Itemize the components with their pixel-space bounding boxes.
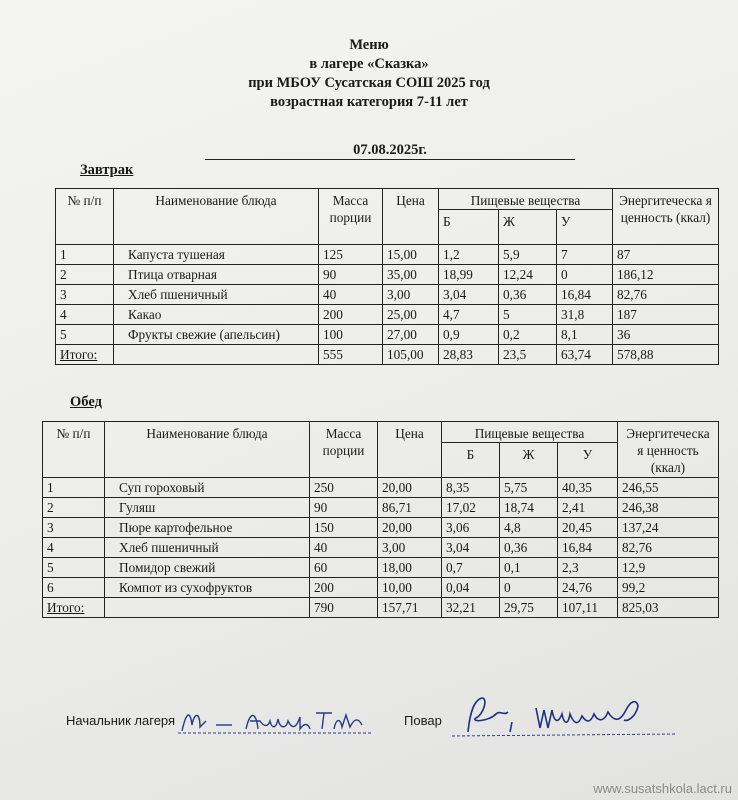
cell-u: 40,35 xyxy=(558,478,618,498)
cell-num: 2 xyxy=(43,498,105,518)
col-u-header: У xyxy=(557,210,613,245)
cell-price: 15,00 xyxy=(383,245,439,265)
col-zh-header: Ж xyxy=(499,210,557,245)
col-mass-header: Масса порции xyxy=(310,422,378,478)
col-energy-header: Энергитеческа я ценность (ккал) xyxy=(613,189,719,245)
table-row xyxy=(43,478,719,498)
cell-num: 3 xyxy=(43,518,105,538)
cell-energy: 87 xyxy=(613,245,719,265)
header-row xyxy=(43,422,719,443)
chief-signature-image xyxy=(176,703,376,737)
table-row xyxy=(56,265,719,285)
cell-num: 1 xyxy=(43,478,105,498)
cell-u: 8,1 xyxy=(557,325,613,345)
col-name-header: Наименование блюда xyxy=(105,422,310,478)
school-name: при МБОУ Сусатская СОШ 2025 год xyxy=(248,75,490,91)
cell-mass: 150 xyxy=(310,518,378,538)
lunch-title: Обед xyxy=(70,394,102,410)
table-row xyxy=(43,518,719,538)
col-b-header: Б xyxy=(442,443,500,478)
cell-energy: 187 xyxy=(613,305,719,325)
breakfast-table xyxy=(55,188,719,365)
cell-name: Фрукты свежие (апельсин) xyxy=(114,325,319,345)
cell-energy: 99,2 xyxy=(618,578,719,598)
cell-mass: 40 xyxy=(319,285,383,305)
cell-price: 35,00 xyxy=(383,265,439,285)
cell-num: 4 xyxy=(43,538,105,558)
cell-energy: 186,12 xyxy=(613,265,719,285)
cell-mass: 125 xyxy=(319,245,383,265)
cell-energy: 82,76 xyxy=(618,538,719,558)
camp-name: в лагере «Сказка» xyxy=(309,56,429,72)
cell-num: 5 xyxy=(56,325,114,345)
cell-mass: 200 xyxy=(319,305,383,325)
cell-mass: 100 xyxy=(319,325,383,345)
cell-b: 0,04 xyxy=(442,578,500,598)
col-b-header: Б xyxy=(439,210,499,245)
lunch-table xyxy=(42,421,719,618)
total-b: 32,21 xyxy=(442,598,500,618)
cell-name: Хлеб пшеничный xyxy=(114,285,319,305)
col-price-header: Цена xyxy=(378,422,442,478)
cell-zh: 0 xyxy=(500,578,558,598)
cook-signature xyxy=(448,692,683,747)
table-row xyxy=(56,305,719,325)
total-zh: 29,75 xyxy=(500,598,558,618)
age-category: возрастная категория 7-11 лет xyxy=(270,94,468,110)
cell-b: 3,06 xyxy=(442,518,500,538)
cell-b: 0,7 xyxy=(442,558,500,578)
cell-price: 20,00 xyxy=(378,478,442,498)
menu-title: Меню xyxy=(349,37,389,53)
col-num-header: № п/п xyxy=(56,189,114,245)
table-row xyxy=(56,245,719,265)
total-row xyxy=(43,598,719,618)
cell-energy: 246,38 xyxy=(618,498,719,518)
cell-mass: 40 xyxy=(310,538,378,558)
cell-mass: 60 xyxy=(310,558,378,578)
table-row xyxy=(56,325,719,345)
cell-b: 18,99 xyxy=(439,265,499,285)
cell-b: 3,04 xyxy=(439,285,499,305)
cell-price: 86,71 xyxy=(378,498,442,518)
cell-u: 16,84 xyxy=(557,285,613,305)
cell-price: 25,00 xyxy=(383,305,439,325)
cell-name: Птица отварная xyxy=(114,265,319,285)
cell-zh: 0,2 xyxy=(499,325,557,345)
cell-num: 6 xyxy=(43,578,105,598)
breakfast-title: Завтрак xyxy=(80,162,134,178)
cell-mass: 90 xyxy=(310,498,378,518)
cell-b: 1,2 xyxy=(439,245,499,265)
total-label: Итого: xyxy=(56,345,114,365)
cell-energy: 246,55 xyxy=(618,478,719,498)
col-mass-header: Масса порции xyxy=(319,189,383,245)
cell-mass: 250 xyxy=(310,478,378,498)
cell-b: 4,7 xyxy=(439,305,499,325)
cell-num: 2 xyxy=(56,265,114,285)
lunch-rows xyxy=(43,478,719,618)
total-label: Итого: xyxy=(43,598,105,618)
total-b: 28,83 xyxy=(439,345,499,365)
cell-name: Гуляш xyxy=(105,498,310,518)
cell-energy: 36 xyxy=(613,325,719,345)
cell-u: 16,84 xyxy=(558,538,618,558)
cell-name: Суп гороховый xyxy=(105,478,310,498)
cell-u: 2,3 xyxy=(558,558,618,578)
cell-b: 8,35 xyxy=(442,478,500,498)
total-mass: 790 xyxy=(310,598,378,618)
cell-name: Помидор свежий xyxy=(105,558,310,578)
header-row xyxy=(56,189,719,210)
total-row xyxy=(56,345,719,365)
col-num-header: № п/п xyxy=(43,422,105,478)
col-price-header: Цена xyxy=(383,189,439,245)
cell-energy: 137,24 xyxy=(618,518,719,538)
cell-mass: 200 xyxy=(310,578,378,598)
site-watermark: www.susatshkola.lact.ru xyxy=(593,781,732,796)
chief-signature xyxy=(176,703,376,742)
col-u-header: У xyxy=(558,443,618,478)
cell-price: 18,00 xyxy=(378,558,442,578)
cell-zh: 0,36 xyxy=(500,538,558,558)
table-row xyxy=(56,285,719,305)
table-row xyxy=(43,498,719,518)
cell-u: 2,41 xyxy=(558,498,618,518)
cell-zh: 12,24 xyxy=(499,265,557,285)
cell-energy: 82,76 xyxy=(613,285,719,305)
table-row xyxy=(43,538,719,558)
cell-zh: 5,75 xyxy=(500,478,558,498)
table-row xyxy=(43,558,719,578)
cell-energy: 12,9 xyxy=(618,558,719,578)
col-nutrients-header: Пищевые вещества xyxy=(439,189,613,210)
cell-zh: 5 xyxy=(499,305,557,325)
cell-name: Компот из сухофруктов xyxy=(105,578,310,598)
total-price: 105,00 xyxy=(383,345,439,365)
total-price: 157,71 xyxy=(378,598,442,618)
total-mass: 555 xyxy=(319,345,383,365)
cell-price: 27,00 xyxy=(383,325,439,345)
cell-name: Какао xyxy=(114,305,319,325)
chief-label: Начальник лагеря xyxy=(66,713,176,728)
cell-zh: 5,9 xyxy=(499,245,557,265)
cell-u: 24,76 xyxy=(558,578,618,598)
menu-date: 07.08.2025г. xyxy=(205,141,575,160)
total-zh: 23,5 xyxy=(499,345,557,365)
cell-b: 3,04 xyxy=(442,538,500,558)
cell-zh: 18,74 xyxy=(500,498,558,518)
cell-zh: 0,36 xyxy=(499,285,557,305)
cell-num: 4 xyxy=(56,305,114,325)
cell-u: 31,8 xyxy=(557,305,613,325)
cell-num: 5 xyxy=(43,558,105,578)
total-energy: 578,88 xyxy=(613,345,719,365)
cell-num: 1 xyxy=(56,245,114,265)
total-energy: 825,03 xyxy=(618,598,719,618)
cell-b: 0,9 xyxy=(439,325,499,345)
cell-u: 0 xyxy=(557,265,613,285)
col-energy-header: Энергитеческа я ценность (ккал) xyxy=(618,422,719,478)
cell-name: Пюре картофельное xyxy=(105,518,310,538)
table-row xyxy=(43,578,719,598)
cell-u: 20,45 xyxy=(558,518,618,538)
cell-num: 3 xyxy=(56,285,114,305)
cell-zh: 0,1 xyxy=(500,558,558,578)
total-u: 63,74 xyxy=(557,345,613,365)
cell-price: 3,00 xyxy=(378,538,442,558)
col-nutrients-header: Пищевые вещества xyxy=(442,422,618,443)
cell-name: Капуста тушеная xyxy=(114,245,319,265)
col-zh-header: Ж xyxy=(500,443,558,478)
cook-label: Повар xyxy=(404,713,442,728)
breakfast-rows xyxy=(56,245,719,365)
cell-price: 3,00 xyxy=(383,285,439,305)
cell-empty xyxy=(105,598,310,618)
total-u: 107,11 xyxy=(558,598,618,618)
cell-mass: 90 xyxy=(319,265,383,285)
cell-empty xyxy=(114,345,319,365)
cell-name: Хлеб пшеничный xyxy=(105,538,310,558)
cell-zh: 4,8 xyxy=(500,518,558,538)
cell-price: 20,00 xyxy=(378,518,442,538)
cook-signature-image xyxy=(448,692,683,742)
cell-u: 7 xyxy=(557,245,613,265)
document-header xyxy=(0,36,738,112)
cell-price: 10,00 xyxy=(378,578,442,598)
cell-b: 17,02 xyxy=(442,498,500,518)
col-name-header: Наименование блюда xyxy=(114,189,319,245)
